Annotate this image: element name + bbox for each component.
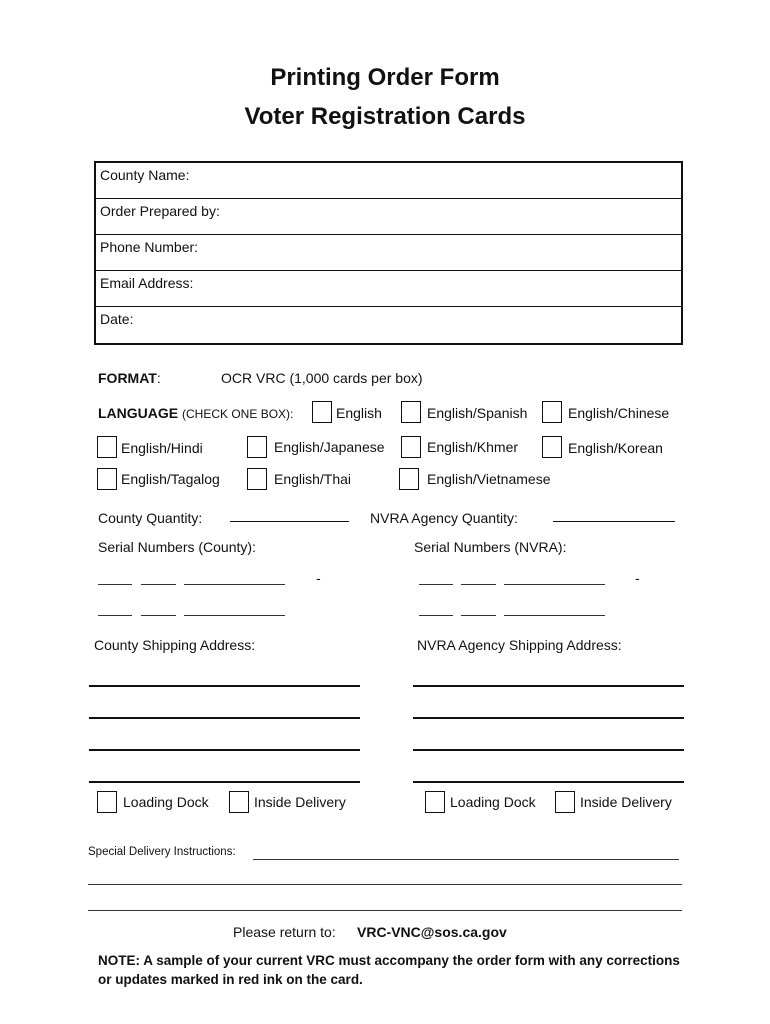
serial-nvra-dash: - (635, 570, 640, 586)
option-english-tagalog-label: English/Tagalog (121, 471, 220, 487)
format-value: OCR VRC (1,000 cards per box) (221, 370, 423, 386)
serial-nvra-start-c[interactable] (504, 584, 605, 585)
serial-county-end-a[interactable] (98, 615, 132, 616)
option-english-spanish-label: English/Spanish (427, 405, 528, 421)
option-english-vietnamese-label: English/Vietnamese (427, 471, 551, 487)
checkbox-english-khmer[interactable] (401, 436, 421, 458)
option-english-chinese-label: English/Chinese (568, 405, 670, 421)
option-english-label: English (336, 405, 382, 421)
special-instructions-line[interactable] (253, 859, 679, 860)
serial-nvra-label: Serial Numbers (NVRA): (414, 539, 567, 555)
checkbox-county-inside-delivery[interactable] (229, 791, 249, 813)
option-english-hindi-label: English/Hindi (121, 440, 203, 456)
checkbox-english-vietnamese[interactable] (399, 468, 419, 490)
serial-county-start-b[interactable] (141, 584, 176, 585)
nvra-inside-delivery-label: Inside Delivery (580, 794, 672, 810)
order-prepared-by-field[interactable]: Order Prepared by: (96, 199, 681, 235)
nvra-quantity-line[interactable] (553, 521, 675, 522)
nvra-address-line[interactable] (413, 685, 684, 687)
note-text: NOTE: A sample of your current VRC must accompany the order form with any corrections or updates marked in red ink on the card. (98, 953, 680, 987)
county-quantity-label: County Quantity: (98, 510, 203, 526)
return-email[interactable]: VRC-VNC@sos.ca.gov (357, 924, 507, 940)
option-english-thai-label: English/Thai (274, 471, 352, 487)
format-label: FORMAT: (98, 370, 161, 386)
serial-county-start-c[interactable] (184, 584, 285, 585)
serial-nvra-start-b[interactable] (461, 584, 496, 585)
serial-nvra-start-a[interactable] (419, 584, 453, 585)
checkbox-english[interactable] (312, 401, 332, 423)
serial-nvra-end-c[interactable] (504, 615, 605, 616)
county-loading-dock-label: Loading Dock (123, 794, 209, 810)
checkbox-county-loading-dock[interactable] (97, 791, 117, 813)
county-address-line[interactable] (89, 781, 360, 783)
serial-county-end-c[interactable] (184, 615, 285, 616)
info-table (94, 161, 683, 345)
serial-nvra-end-a[interactable] (419, 615, 453, 616)
nvra-quantity-label: NVRA Agency Quantity: (370, 510, 518, 526)
county-address-line[interactable] (89, 717, 360, 719)
county-quantity-line[interactable] (230, 521, 349, 522)
checkbox-english-chinese[interactable] (542, 401, 562, 423)
special-instructions-line[interactable] (88, 884, 682, 885)
checkbox-english-spanish[interactable] (401, 401, 421, 423)
option-english-khmer-label: English/Khmer (427, 439, 519, 455)
checkbox-english-thai[interactable] (247, 468, 267, 490)
nvra-loading-dock-label: Loading Dock (450, 794, 536, 810)
nvra-address-line[interactable] (413, 781, 684, 783)
county-inside-delivery-label: Inside Delivery (254, 794, 346, 810)
special-instructions-line[interactable] (88, 910, 682, 911)
date-field[interactable]: Date: (100, 311, 134, 327)
checkbox-nvra-inside-delivery[interactable] (555, 791, 575, 813)
nvra-address-line[interactable] (413, 749, 684, 751)
form-subtitle: Voter Registration Cards (244, 103, 526, 130)
checkbox-english-tagalog[interactable] (97, 468, 117, 490)
serial-county-end-b[interactable] (141, 615, 176, 616)
checkbox-english-korean[interactable] (542, 436, 562, 458)
serial-county-label: Serial Numbers (County): (98, 539, 256, 555)
option-english-japanese-label: English/Japanese (274, 439, 385, 455)
county-shipping-label: County Shipping Address: (94, 637, 256, 653)
serial-county-start-a[interactable] (98, 584, 132, 585)
county-name-field[interactable]: County Name: (96, 163, 681, 199)
nvra-shipping-label: NVRA Agency Shipping Address: (417, 637, 622, 653)
option-english-korean-label: English/Korean (568, 440, 663, 456)
language-label: LANGUAGE (CHECK ONE BOX): (98, 405, 294, 421)
form-title: Printing Order Form (270, 64, 500, 91)
return-label: Please return to: (233, 924, 336, 940)
serial-county-dash: - (316, 570, 321, 586)
nvra-address-line[interactable] (413, 717, 684, 719)
email-address-field[interactable]: Email Address: (96, 271, 681, 307)
phone-number-field[interactable]: Phone Number: (96, 235, 681, 271)
county-address-line[interactable] (89, 749, 360, 751)
checkbox-nvra-loading-dock[interactable] (425, 791, 445, 813)
county-address-line[interactable] (89, 685, 360, 687)
serial-nvra-end-b[interactable] (461, 615, 496, 616)
checkbox-english-japanese[interactable] (247, 436, 267, 458)
special-instructions-label: Special Delivery Instructions: (88, 846, 236, 858)
checkbox-english-hindi[interactable] (97, 436, 117, 458)
